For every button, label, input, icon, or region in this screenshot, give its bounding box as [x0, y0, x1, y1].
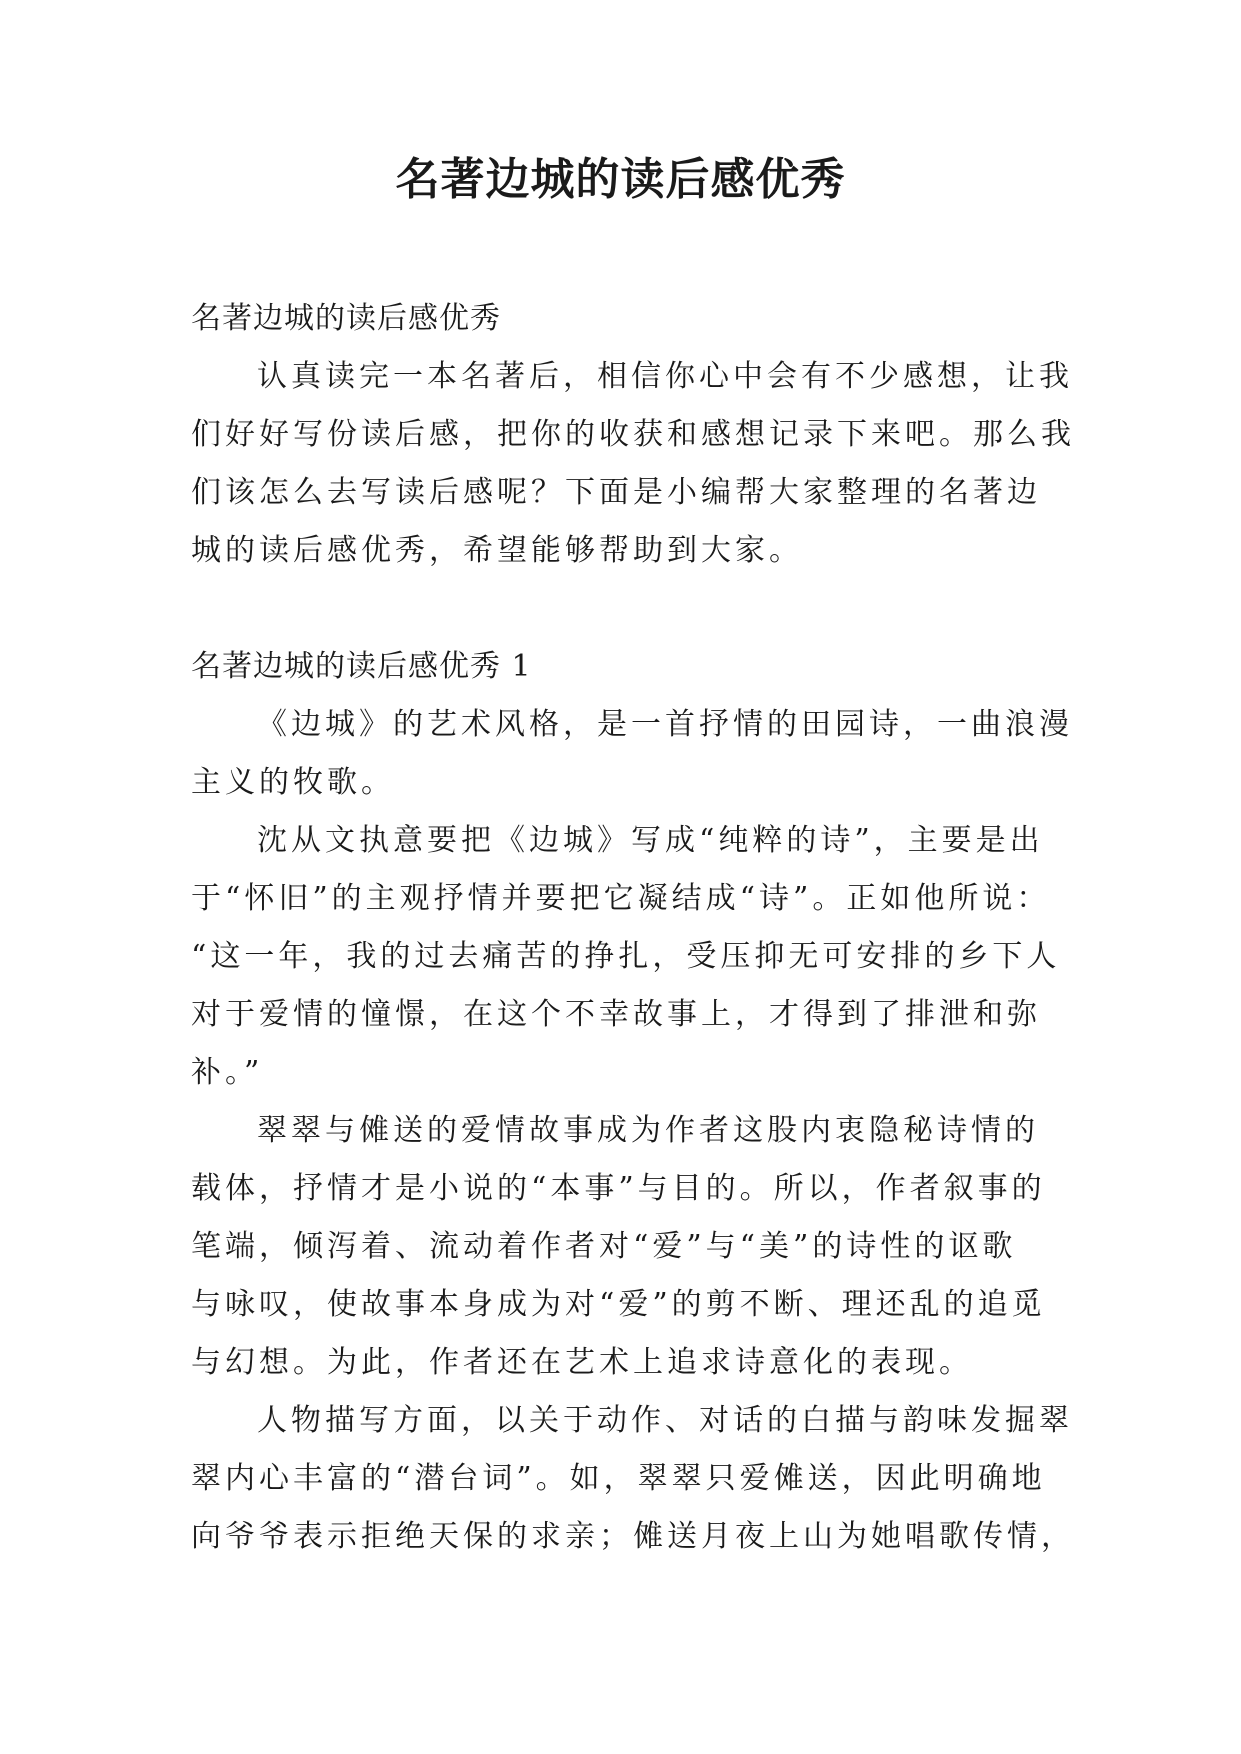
paragraph-line: 于“怀旧”的主观抒情并要把它凝结成“诗”。正如他所说：	[191, 881, 1051, 916]
paragraph-line: 载体，抒情才是小说的“本事”与目的。所以，作者叙事的	[191, 1171, 1046, 1206]
paragraph-line: 向爷爷表示拒绝天保的求亲；傩送月夜上山为她唱歌传情，	[191, 1519, 1075, 1554]
paragraph-spacer	[191, 580, 1071, 638]
section-heading: 名著边城的读后感优秀 1	[191, 649, 532, 684]
intro-line: 们好好写份读后感，把你的收获和感想记录下来吧。那么我	[191, 417, 1075, 452]
paragraph-line: “这一年，我的过去痛苦的挣扎，受压抑无可安排的乡下人	[191, 939, 1061, 974]
paragraph-line: 沈从文执意要把《边城》写成“纯粹的诗”，主要是出	[257, 823, 1044, 858]
paragraph-line: 主义的牧歌。	[191, 765, 395, 800]
paragraph-line: 与幻想。为此，作者还在艺术上追求诗意化的表现。	[191, 1345, 973, 1380]
paragraph-line: 补。”	[191, 1055, 264, 1090]
intro-line: 认真读完一本名著后，相信你心中会有不少感想，让我	[257, 359, 1073, 394]
paragraph-line: 笔端，倾泻着、流动着作者对“爱”与“美”的诗性的讴歌	[191, 1229, 1017, 1264]
document-title: 名著边城的读后感优秀	[395, 154, 846, 205]
paragraph-line: 《边城》的艺术风格，是一首抒情的田园诗，一曲浪漫	[257, 707, 1073, 742]
paragraph-line: 对于爱情的憧憬，在这个不幸故事上，才得到了排泄和弥	[191, 997, 1041, 1032]
paragraph-line: 人物描写方面，以关于动作、对话的白描与韵味发掘翠	[257, 1403, 1073, 1438]
paragraph-line: 翠翠与傩送的爱情故事成为作者这股内衷隐秘诗情的	[257, 1113, 1039, 1148]
document-body	[191, 290, 1075, 1566]
paragraph-line: 翠内心丰富的“潜台词”。如，翠翠只爱傩送，因此明确地	[191, 1461, 1046, 1496]
subtitle: 名著边城的读后感优秀	[191, 301, 501, 336]
paragraph-line: 与咏叹，使故事本身成为对“爱”的剪不断、理还乱的追觅	[191, 1287, 1046, 1322]
intro-line: 城的读后感优秀，希望能够帮助到大家。	[191, 533, 803, 568]
intro-line: 们该怎么去写读后感呢？下面是小编帮大家整理的名著边	[191, 475, 1041, 510]
